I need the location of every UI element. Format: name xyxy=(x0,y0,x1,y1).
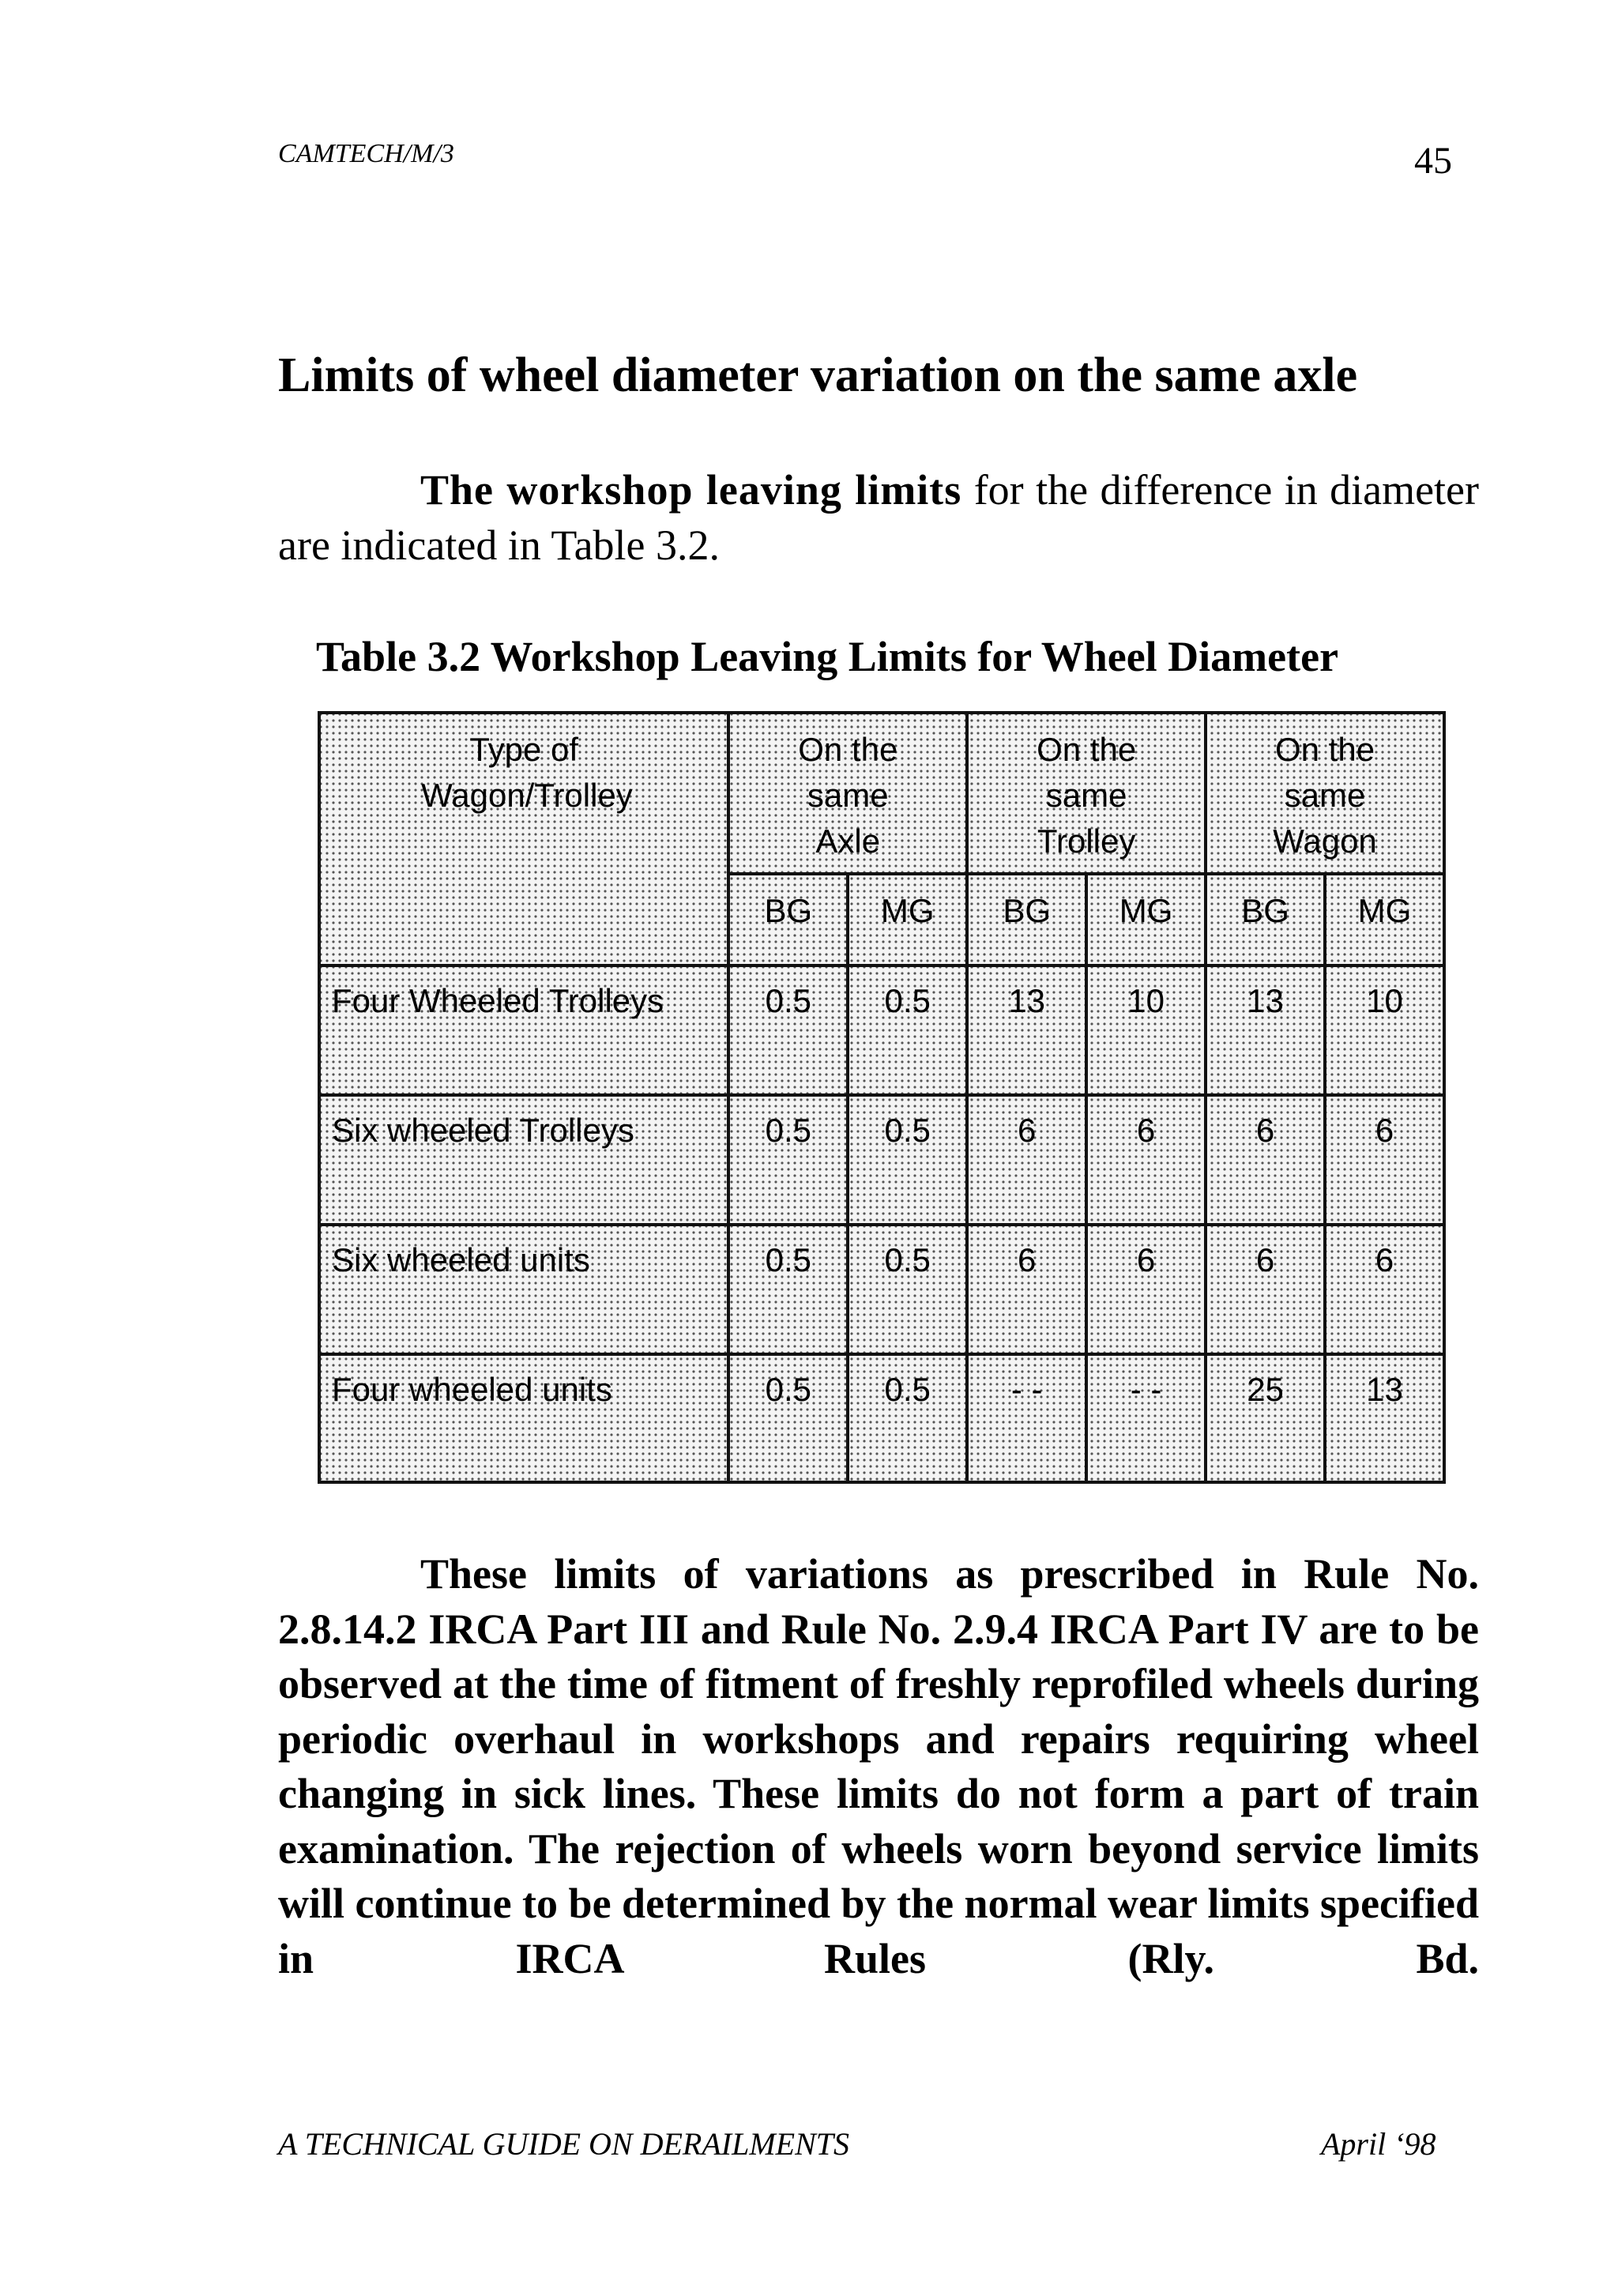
row-label: Four wheeled units xyxy=(319,1354,728,1482)
table-cell: 13 xyxy=(967,965,1086,1095)
table-cell: 25 xyxy=(1206,1354,1325,1482)
subheader-wagon-bg: BG xyxy=(1206,874,1325,965)
table-cell: 0.5 xyxy=(848,1095,967,1225)
table-cell: 13 xyxy=(1325,1354,1444,1482)
table-cell: 0.5 xyxy=(728,1354,848,1482)
intro-paragraph xyxy=(278,462,1479,573)
footer-title: A TECHNICAL GUIDE ON DERAILMENTS xyxy=(278,2126,850,2162)
page-number: 45 xyxy=(1414,140,1452,182)
table-cell: 6 xyxy=(1086,1225,1206,1354)
subheader-trolley-bg: BG xyxy=(967,874,1086,965)
table-cell: 10 xyxy=(1325,965,1444,1095)
table-row xyxy=(319,1354,1444,1482)
table-cell: - - xyxy=(1086,1354,1206,1482)
table-cell: 6 xyxy=(1206,1225,1325,1354)
table-row xyxy=(319,965,1444,1095)
table-row xyxy=(319,1095,1444,1225)
header-type: Type of Wagon/Trolley xyxy=(421,731,633,814)
table-cell: 0.5 xyxy=(728,1225,848,1354)
header-type-cell xyxy=(319,713,728,965)
body-paragraph xyxy=(278,1547,1479,1986)
row-label: Six wheeled units xyxy=(319,1225,728,1354)
subheader-axle-mg: MG xyxy=(848,874,967,965)
table-cell: 0.5 xyxy=(728,1095,848,1225)
section-title: Limits of wheel diameter variation on the same axle xyxy=(278,348,1358,402)
table-cell: 6 xyxy=(967,1225,1086,1354)
row-label: Six wheeled Trolleys xyxy=(319,1095,728,1225)
table-cell: 6 xyxy=(1325,1095,1444,1225)
header-group-wagon-label: On the same Wagon xyxy=(1273,731,1377,860)
table-title: Table 3.2 Workshop Leaving Limits for Wheel Diameter xyxy=(316,633,1339,680)
table-cell: 10 xyxy=(1086,965,1206,1095)
intro-bold-lead: The workshop leaving limits xyxy=(420,466,962,514)
table-cell: 6 xyxy=(967,1095,1086,1225)
table-cell: 0.5 xyxy=(848,965,967,1095)
header-group-trolley-label: On the same Trolley xyxy=(1037,731,1137,860)
footer-date: April ‘98 xyxy=(1321,2126,1436,2162)
row-label: Four Wheeled Trolleys xyxy=(319,965,728,1095)
table-cell: 13 xyxy=(1206,965,1325,1095)
table-cell: 6 xyxy=(1325,1225,1444,1354)
table-cell: 6 xyxy=(1206,1095,1325,1225)
table-cell: 0.5 xyxy=(848,1354,967,1482)
intro-rest: for the difference in diameter are indicated in Table 3.2. xyxy=(278,466,1479,569)
limits-table xyxy=(318,711,1446,1484)
table-row xyxy=(319,1225,1444,1354)
header-group-axle xyxy=(728,713,967,874)
table-cell: 6 xyxy=(1086,1095,1206,1225)
subheader-wagon-mg: MG xyxy=(1325,874,1444,965)
table-cell: - - xyxy=(967,1354,1086,1482)
table-cell: 0.5 xyxy=(728,965,848,1095)
subheader-trolley-mg: MG xyxy=(1086,874,1206,965)
document-code: CAMTECH/M/3 xyxy=(278,139,454,168)
header-group-axle-label: On the same Axle xyxy=(798,731,898,860)
subheader-axle-bg: BG xyxy=(728,874,848,965)
table-cell: 0.5 xyxy=(848,1225,967,1354)
header-group-trolley xyxy=(967,713,1206,874)
body-paragraph-text: These limits of variations as prescribed in Rule No. 2.8.14.2 IRCA Part III and Rule No. 2.9.4 IRCA Part IV are to be observed at the time of fitment of freshly reprofiled wheels during periodic overhaul in workshops and repairs requiring wheel changing in sick lines. These limits do not form a part of train examination. The rejection of wheels worn beyond service limits will continue to be determined by the normal wear limits specified in IRCA Rules (Rly. Bd. xyxy=(278,1550,1479,1982)
header-group-wagon xyxy=(1206,713,1444,874)
